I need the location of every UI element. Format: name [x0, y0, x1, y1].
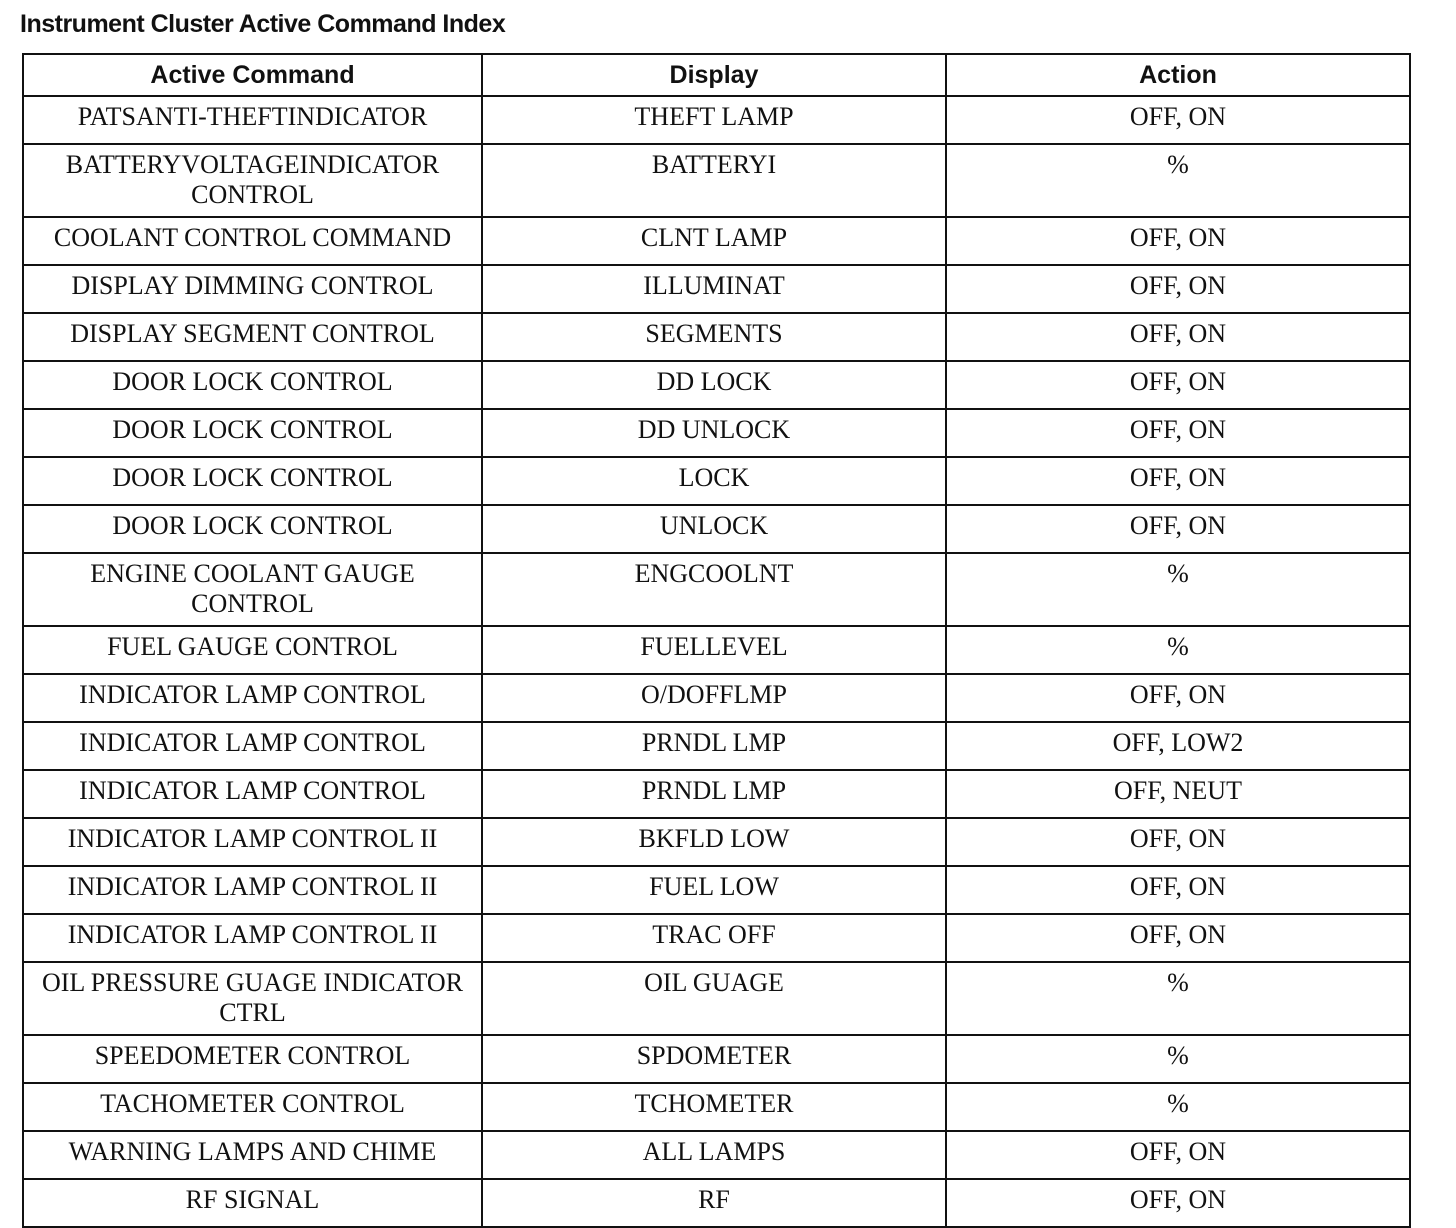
display-cell: UNLOCK [482, 505, 946, 553]
column-header-active-command: Active Command [23, 54, 482, 96]
action-cell: OFF, ON [946, 96, 1410, 144]
display-cell: PRNDL LMP [482, 722, 946, 770]
action-cell: OFF, ON [946, 1179, 1410, 1227]
active-command-cell: INDICATOR LAMP CONTROL II [23, 866, 482, 914]
page-title: Instrument Cluster Active Command Index [20, 10, 506, 38]
display-cell: SPDOMETER [482, 1035, 946, 1083]
active-command-cell: FUEL GAUGE CONTROL [23, 626, 482, 674]
table-row [23, 1083, 1410, 1131]
table-row [23, 722, 1410, 770]
table-row [23, 96, 1410, 144]
active-command-cell: DISPLAY SEGMENT CONTROL [23, 313, 482, 361]
table-header-row [23, 54, 1410, 96]
table-row [23, 770, 1410, 818]
display-cell: PRNDL LMP [482, 770, 946, 818]
active-command-cell: TACHOMETER CONTROL [23, 1083, 482, 1131]
display-cell: OIL GUAGE [482, 962, 946, 1035]
active-command-cell: SPEEDOMETER CONTROL [23, 1035, 482, 1083]
action-cell: OFF, ON [946, 457, 1410, 505]
display-cell: DD LOCK [482, 361, 946, 409]
active-command-cell: RF SIGNAL [23, 1179, 482, 1227]
active-command-cell: DISPLAY DIMMING CONTROL [23, 265, 482, 313]
action-cell: OFF, ON [946, 313, 1410, 361]
active-command-cell: COOLANT CONTROL COMMAND [23, 217, 482, 265]
action-cell: OFF, ON [946, 674, 1410, 722]
action-cell: OFF, ON [946, 361, 1410, 409]
table-row [23, 553, 1410, 626]
display-cell: BATTERYI [482, 144, 946, 217]
display-cell: RF [482, 1179, 946, 1227]
table-row [23, 217, 1410, 265]
action-cell: OFF, ON [946, 409, 1410, 457]
table-row [23, 409, 1410, 457]
table-row [23, 457, 1410, 505]
active-command-cell: OIL PRESSURE GUAGE INDICATOR CTRL [23, 962, 482, 1035]
action-cell: % [946, 626, 1410, 674]
display-cell: DD UNLOCK [482, 409, 946, 457]
active-command-cell: DOOR LOCK CONTROL [23, 505, 482, 553]
action-cell: OFF, ON [946, 265, 1410, 313]
table-row [23, 361, 1410, 409]
active-command-cell: ENGINE COOLANT GAUGE CONTROL [23, 553, 482, 626]
table-row [23, 674, 1410, 722]
column-header-action: Action [946, 54, 1410, 96]
table-row [23, 313, 1410, 361]
table-row [23, 818, 1410, 866]
active-command-cell: PATSANTI-THEFTINDICATOR [23, 96, 482, 144]
table-row [23, 144, 1410, 217]
action-cell: OFF, ON [946, 914, 1410, 962]
active-command-cell: WARNING LAMPS AND CHIME [23, 1131, 482, 1179]
display-cell: O/DOFFLMP [482, 674, 946, 722]
action-cell: OFF, LOW2 [946, 722, 1410, 770]
table-row [23, 505, 1410, 553]
display-cell: ENGCOOLNT [482, 553, 946, 626]
action-cell: OFF, ON [946, 1131, 1410, 1179]
active-command-cell: DOOR LOCK CONTROL [23, 409, 482, 457]
display-cell: LOCK [482, 457, 946, 505]
display-cell: FUEL LOW [482, 866, 946, 914]
action-cell: OFF, NEUT [946, 770, 1410, 818]
display-cell: THEFT LAMP [482, 96, 946, 144]
action-cell: % [946, 1083, 1410, 1131]
display-cell: SEGMENTS [482, 313, 946, 361]
table-row [23, 1035, 1410, 1083]
active-command-cell: BATTERYVOLTAGEINDICATOR CONTROL [23, 144, 482, 217]
action-cell: OFF, ON [946, 866, 1410, 914]
table-row [23, 1179, 1410, 1227]
action-cell: % [946, 1035, 1410, 1083]
table-row [23, 962, 1410, 1035]
action-cell: % [946, 553, 1410, 626]
display-cell: BKFLD LOW [482, 818, 946, 866]
action-cell: OFF, ON [946, 217, 1410, 265]
table-row [23, 626, 1410, 674]
action-cell: OFF, ON [946, 818, 1410, 866]
action-cell: % [946, 962, 1410, 1035]
display-cell: ILLUMINAT [482, 265, 946, 313]
table-row [23, 866, 1410, 914]
table-row [23, 265, 1410, 313]
active-command-cell: INDICATOR LAMP CONTROL [23, 770, 482, 818]
action-cell: % [946, 144, 1410, 217]
column-header-display: Display [482, 54, 946, 96]
active-command-cell: INDICATOR LAMP CONTROL II [23, 818, 482, 866]
table-row [23, 1131, 1410, 1179]
display-cell: TCHOMETER [482, 1083, 946, 1131]
active-command-table [22, 53, 1411, 1228]
display-cell: CLNT LAMP [482, 217, 946, 265]
display-cell: ALL LAMPS [482, 1131, 946, 1179]
action-cell: OFF, ON [946, 505, 1410, 553]
table-row [23, 914, 1410, 962]
display-cell: FUELLEVEL [482, 626, 946, 674]
active-command-cell: INDICATOR LAMP CONTROL [23, 674, 482, 722]
active-command-cell: INDICATOR LAMP CONTROL [23, 722, 482, 770]
active-command-cell: INDICATOR LAMP CONTROL II [23, 914, 482, 962]
active-command-cell: DOOR LOCK CONTROL [23, 361, 482, 409]
active-command-cell: DOOR LOCK CONTROL [23, 457, 482, 505]
display-cell: TRAC OFF [482, 914, 946, 962]
